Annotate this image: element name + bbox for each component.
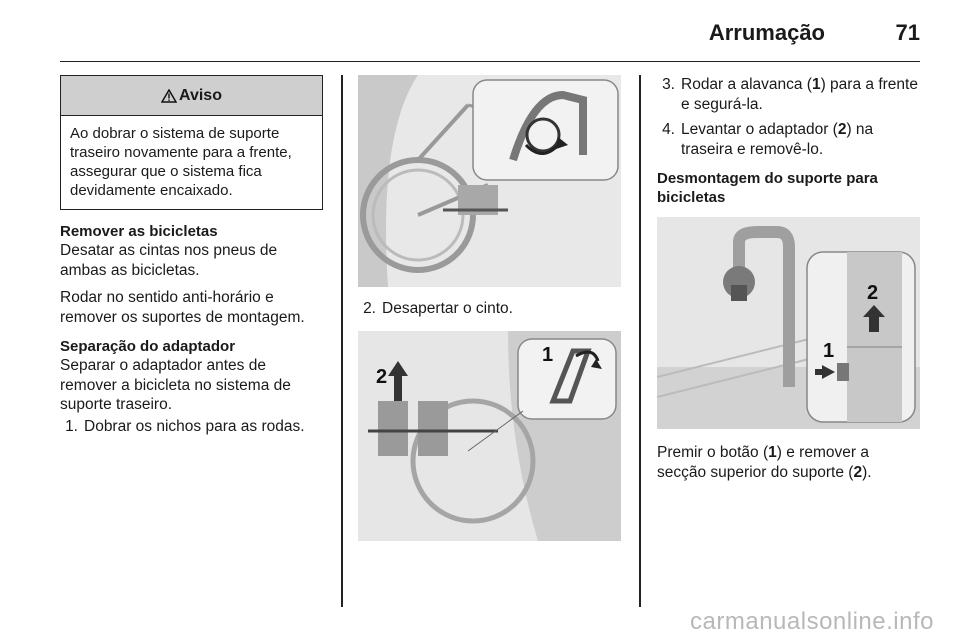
page-title: Arrumação <box>708 20 825 45</box>
list-item <box>657 120 920 159</box>
warning-triangle-icon <box>161 89 177 103</box>
heading-separation: Separação do adaptador <box>60 338 236 355</box>
callout-1: 1 <box>542 343 554 366</box>
heading-dismount: Desmontagem do suporte para bicicletas <box>657 170 878 206</box>
warning-title: Aviso <box>179 86 222 104</box>
figure-adapter-lever <box>358 331 621 541</box>
footer-watermark: carmanualsonline.info <box>690 608 934 635</box>
paragraph-remove-1: Desatar as cintas nos pneus de ambas as bicicletas. <box>60 242 278 279</box>
carrier-button-illustration <box>657 217 920 429</box>
paragraph-separation: Separar o adaptador antes de remover a bicicleta no sistema de suporte traseiro. <box>60 357 291 413</box>
callout-2: 2 <box>867 282 879 304</box>
paragraph-remove-2: Rodar no sentido anti-horário e remover os suportes de montagem. <box>60 289 305 326</box>
column-divider <box>341 75 343 607</box>
step-text: Levantar o adaptador (2) na traseira e removê-lo. <box>681 121 874 158</box>
callout-2: 2 <box>376 365 388 388</box>
column-divider <box>639 75 641 607</box>
warning-box <box>60 75 323 210</box>
list-item <box>358 299 621 319</box>
page-header <box>60 14 920 62</box>
page-number: 71 <box>895 20 920 45</box>
column-left <box>60 75 323 436</box>
list-item <box>60 417 323 437</box>
step-text: Desapertar o cinto. <box>382 300 513 317</box>
step-text: Dobrar os nichos para as rodas. <box>84 417 305 435</box>
adapter-lever-illustration <box>358 331 621 541</box>
bike-carrier-illustration <box>358 75 621 287</box>
callout-1: 1 <box>823 340 835 362</box>
step-number: 3. <box>662 76 675 93</box>
figure-bike-carrier-top <box>358 75 621 287</box>
step-number: 2. <box>363 300 376 317</box>
paragraph-dismount: Premir o botão (1) e remover a secção superior do suporte (2). <box>657 444 872 481</box>
step-text: Rodar a alavanca (1) para a frente e segurá-la. <box>681 76 918 113</box>
warning-header <box>61 76 322 116</box>
step-number: 1. <box>65 417 78 435</box>
warning-text: Ao dobrar o sistema de suporte traseiro novamente para a frente, assegurar que o sistema fica devidamente encaixado. <box>70 125 292 199</box>
list-item <box>657 75 920 114</box>
figure-carrier-button <box>657 217 920 429</box>
column-right <box>657 75 920 482</box>
step-number: 4. <box>662 121 675 138</box>
column-middle <box>358 75 621 541</box>
heading-remove-bikes: Remover as bicicletas <box>60 223 218 240</box>
